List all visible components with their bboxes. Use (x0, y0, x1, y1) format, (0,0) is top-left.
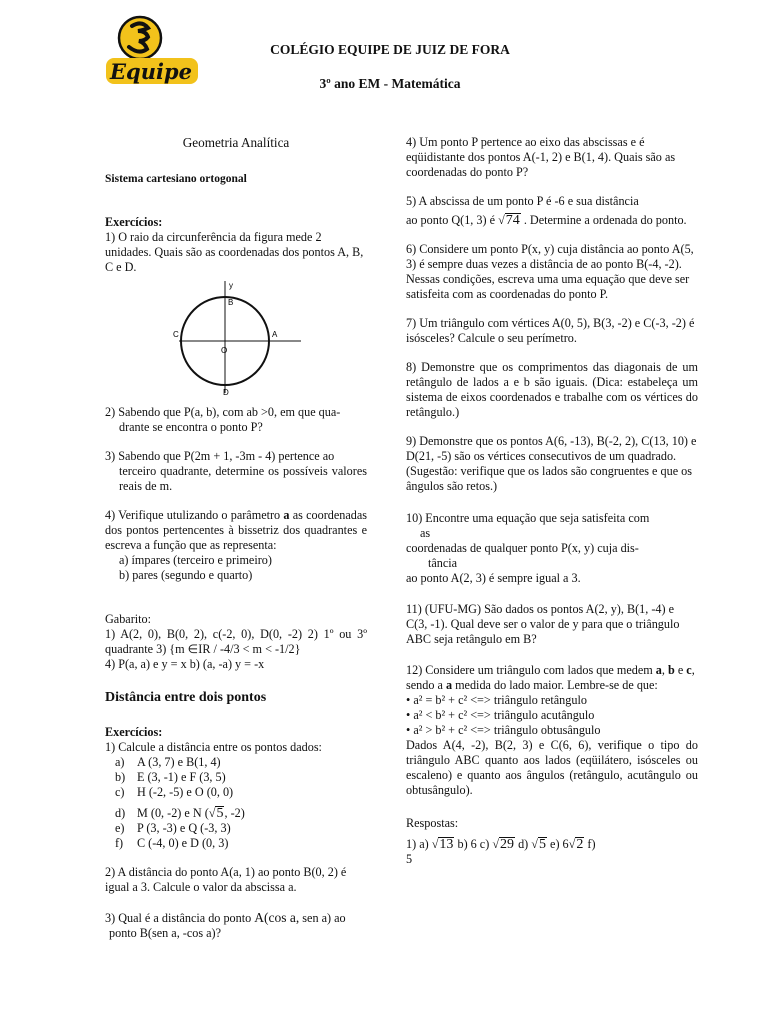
figure-label-o: O (221, 346, 228, 355)
figure-label-b: B (228, 298, 234, 307)
list-item: c) H (-2, -5) e O (0, 0) (115, 785, 234, 799)
question-3-line1: 3) Sabendo que P(2m + 1, -3m - 4) pertence ao (105, 449, 335, 463)
question-r5-line2: ao ponto Q(1, 3) é √74 . Determine a ordenada do ponto. (406, 213, 687, 228)
school-logo (102, 12, 200, 92)
grade-title: 3º ano EM - Matemática (319, 76, 461, 91)
list-item: • a² > b² + c² <=> triângulo obtusângulo (406, 723, 601, 737)
question-r9: 9) Demonstre que os pontos A(6, -13), B(-2, 2), C(13, 10) e D(21, -5) são os vértices consecutivos de um quadrado. (Sugestão: verifique que os lados são congruentes e que os ângulos são retos.) (406, 434, 697, 493)
question-r7: 7) Um triângulo com vértices A(0, 5), B(3, -2) e C(-3, -2) é isósceles? Calcule o seu perímetro. (406, 316, 695, 345)
gabarito-line-1: 1) A(2, 0), B(0, 2), c(-2, 0), D(0, -2) 2) 1º ou 3º quadrante 3) {m ∈IR / -4/3 < m < -1/2} (105, 627, 367, 656)
figure-label-a: A (272, 330, 278, 339)
question-1: 1) O raio da circunferência da figura mede 2 unidades. Quais são as coordenadas dos pontos A, B, C e D. (105, 230, 364, 274)
list-item: • a² = b² + c² <=> triângulo retângulo (406, 693, 587, 707)
distance-question-3-line2: ponto B(sen a, -cos a)? (109, 926, 222, 940)
left-column (105, 135, 367, 941)
list-item: e) P (3, -3) e Q (-3, 3) (115, 821, 231, 835)
list-item: f) C (-4, 0) e D (0, 3) (115, 836, 229, 850)
figure-label-c: C (173, 330, 179, 339)
exercises-heading-2: Exercícios: (105, 725, 163, 739)
distance-items (105, 755, 367, 851)
triangle-rules (406, 693, 698, 738)
question-3-line2: terceiro quadrante, determine os possíveis valores reais de m. (119, 464, 367, 493)
section-subtitle: Sistema cartesiano ortogonal (105, 173, 247, 185)
circle-figure (173, 279, 301, 397)
sqrt-13: 13 (439, 837, 454, 852)
gabarito-line-2: 4) P(a, a) e y = x b) (a, -a) y = -x (105, 657, 265, 671)
question-r10-line1: 10) Encontre uma equação que seja satisfeita com (406, 511, 650, 525)
question-r10-line4: tância (428, 556, 458, 570)
question-r10-line3: coordenadas de qualquer ponto P(x, y) cuja dis- (406, 541, 639, 555)
gabarito-title: Gabarito: (105, 612, 152, 626)
list-item: b) E (3, -1) e F (3, 5) (115, 770, 226, 784)
sqrt-5b: 5 (538, 837, 546, 852)
question-2-line1: 2) Sabendo que P(a, b), com ab >0, em que qua- (105, 405, 341, 419)
answers-line-2: 5 (406, 852, 413, 866)
question-r10-line2: as (420, 526, 431, 540)
topic-title: Geometria Analítica (182, 135, 290, 150)
figure-label-y: y (229, 281, 233, 290)
sqrt-5: 5 (216, 806, 224, 821)
question-r11: 11) (UFU-MG) São dados os pontos A(2, y), B(1, -4) e C(3, -1). Qual deve ser o valor de y para que o triângulo ABC seja retângulo em B? (406, 602, 680, 646)
section-heading-distance: Distância entre dois pontos (105, 690, 267, 705)
question-2-line2: drante se encontra o ponto P? (119, 420, 263, 434)
distance-question-3: 3) Qual é a distância do ponto A(cos a, sen a) ao (105, 910, 346, 925)
question-r10-line5: ao ponto A(2, 3) é sempre igual a 3. (406, 571, 581, 585)
sqrt-2: 2 (576, 837, 584, 852)
logo-text: Equipe (110, 59, 192, 84)
question-r12: 12) Considere um triângulo com lados que medem a, b e c, sendo a a medida do lado maior. Lembre-se de que: (406, 663, 695, 692)
list-item: a) A (3, 7) e B(1, 4) (115, 755, 221, 769)
header (200, 42, 580, 92)
question-4-item-b: b) pares (segundo e quarto) (119, 568, 253, 582)
sqrt-29: 29 (500, 837, 515, 852)
school-name: COLÉGIO EQUIPE DE JUIZ DE FORA (270, 42, 510, 57)
list-item: d) M (0, -2) e N (√5, -2) (115, 806, 245, 821)
question-r5-line1: 5) A abscissa de um ponto P é -6 e sua distância (406, 194, 639, 208)
right-column (406, 135, 698, 867)
question-4: 4) Verifique utulizando o parâmetro a as coordenadas dos pontos pertencentes à bissetriz dos quadrantes e escreva a função que as representa: (105, 508, 368, 552)
exercises-heading: Exercícios: (105, 215, 163, 229)
figure-label-d: D (223, 388, 229, 397)
answers-line: 1) a) √13 b) 6 c) √29 d) √5 e) 6√2 f) (406, 837, 596, 852)
sqrt-74: 74 (505, 213, 520, 228)
question-r8: 8) Demonstre que os comprimentos das diagonais de um retângulo de lados a e b são iguais. (Dica: estabeleça um sistema de eixos coordenados e trabalhe com os vértices do retângulo.) (406, 360, 698, 419)
question-4-item-a: a) ímpares (terceiro e primeiro) (119, 553, 272, 567)
answers-title: Respostas: (406, 816, 459, 830)
question-r4: 4) Um ponto P pertence ao eixo das abscissas e é eqüidistante dos pontos A(-1, 2) e B(1, 4). Quais são as coordenadas do ponto P? (406, 135, 676, 179)
distance-question-1: 1) Calcule a distância entre os pontos dados: (105, 740, 322, 754)
list-item: • a² < b² + c² <=> triângulo acutângulo (406, 708, 595, 722)
question-r6: 6) Considere um ponto P(x, y) cuja distância ao ponto A(5, 3) é sempre duas vezes a distância de ao ponto B(-4, -2). Nessas condições, escreva uma uma equação que deve ser satisfeita com as coordenadas do ponto P. (406, 242, 694, 301)
question-r12-end: Dados A(4, -2), B(2, 3) e C(6, 6), verifique o tipo do triângulo ABC quanto aos lados (eqüilátero, isósceles ou escaleno) e quanto aos ângulos (retângulo, acutângulo ou obtusângulo). (406, 738, 698, 797)
distance-question-2: 2) A distância do ponto A(a, 1) ao ponto B(0, 2) é igual a 3. Calcule o valor da abscissa a. (105, 865, 347, 894)
